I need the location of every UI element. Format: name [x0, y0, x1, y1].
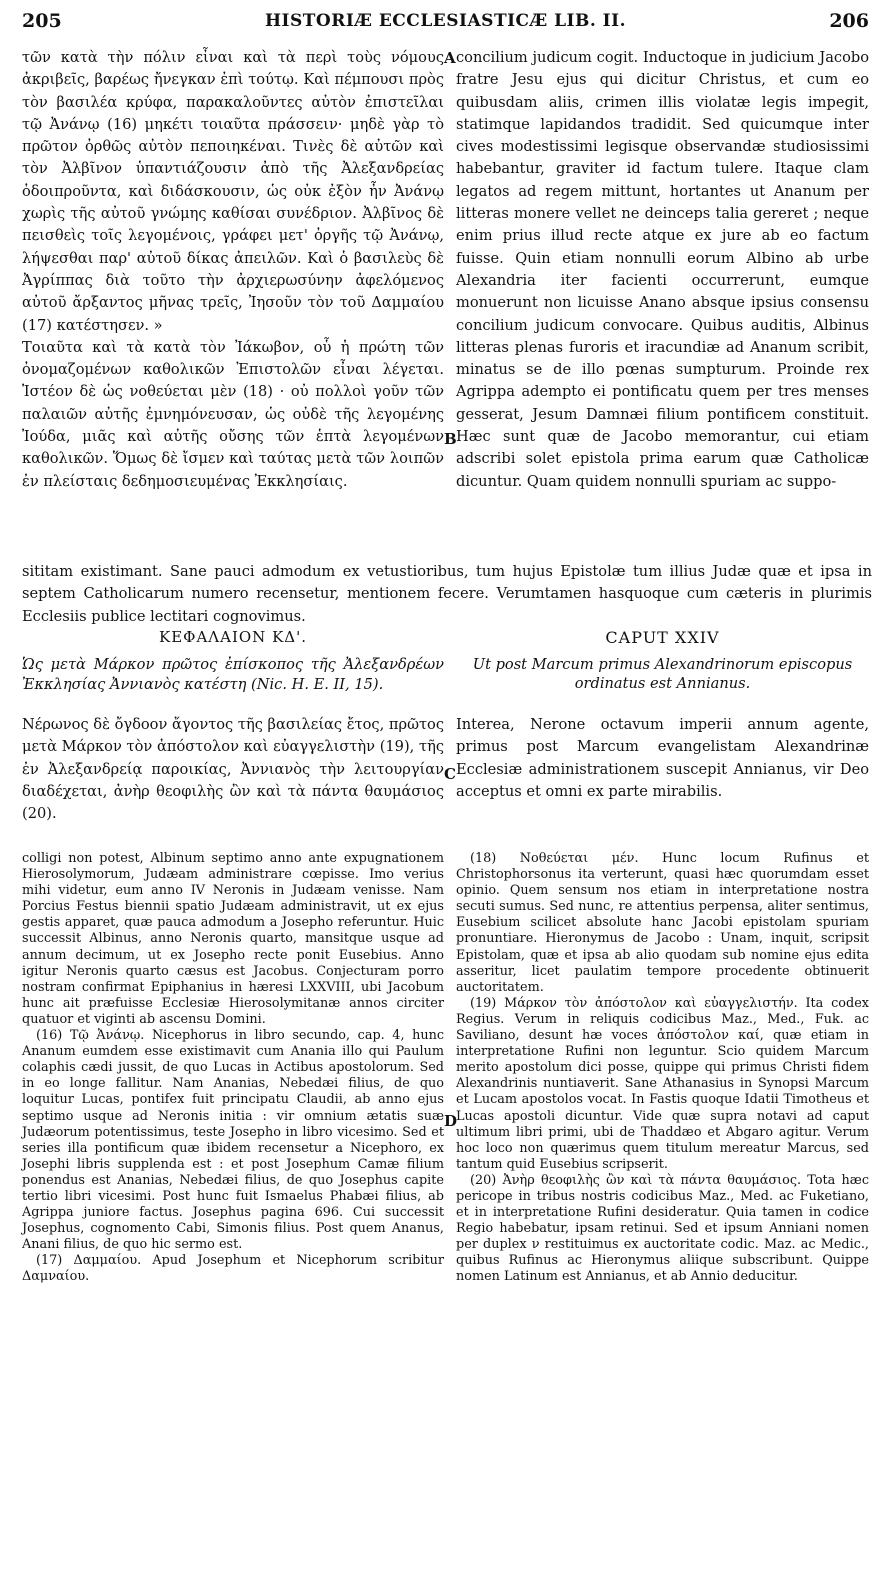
- footnote: (18) Νοθεύεται μέν. Hunc locum Rufinus et Christophorsonus ita verterunt, quasi hæc quorumdam esset opinio. Quem sensum nos etiam in interpretatione nostra secuti sumus. Sed nunc, re attentius perpensa, aliter sentimus, Eusebium scilicet absolute hanc Jacobi epistolam spuriam pronuntiare. Hieronymus de Jacobo : Unam, inquit, scripsit Epistolam, quæ et ipsa ab alio quodam sub nomine ejus edita asseritur, licet paulatim tempore procedente obtinuerit auctoritatem.: [456, 851, 869, 995]
- greek-chapter-body: Νέρωνος δὲ ὄγδοον ἄγοντος τῆς βασιλείας ἔτος, πρῶτος μετὰ Μάρκον τὸν ἀπόστολον καὶ εὐαγγελιστὴν (19), τῆς ἐν Ἀλεξανδρείᾳ παροικίας, Ἀννιανὸς τὴν λειτουργίαν διαδέχεται, ἀνὴρ θεοφιλὴς ὢν καὶ τὰ πάντα θαυμάσιος (20).: [22, 716, 444, 823]
- latin-chapter-body: Interea, Nerone octavum imperii annum agente, primus post Marcum evangelistam Alexandrinæ Ecclesiæ administrationem suscepit Annianus, vir Deo acceptus et omni ex parte mirabilis.: [456, 716, 869, 800]
- latin-text-column: [456, 47, 869, 493]
- footnote: (17) Δαμμαίου. Apud Josephum et Nicephorum scribitur Δαμναίου.: [22, 1253, 444, 1285]
- footnote: colligi non potest, Albinum septimo anno ante expugnationem Hierosolymorum, Judæam administrare cœpisse. Imo verius mihi videtur, eum anno IV Neronis in Judæam venisse. Nam Porcius Festus biennii spatio Judæam administravit, ut ex ejus gestis apparet, quæ pauca admodum a Josepho referuntur. Huic successit Albinus, anno Neronis quarto, mansitque usque ad annum decimum, ut ex Josepho recte ponit Eusebius. Anno igitur Neronis quarto cæsus est Jacobus. Conjecturam porro nostram confirmat Epiphanius in hæresi LXXVIII, ubi Jacobum hunc ait præfuisse Ecclesiæ Hierosolymitanæ annos circiter quatuor et viginti ab ascensu Domini.: [22, 851, 444, 1027]
- greek-paragraph: Τοιαῦτα καὶ τὰ κατὰ τὸν Ἰάκωβον, οὗ ἡ πρώτη τῶν ὀνομαζομένων καθολικῶν Ἐπιστολῶν εἶναι λέγεται. Ἰστέον δὲ ὡς νοθεύεται μὲν (18) · οὐ πολλοὶ γοῦν τῶν παλαιῶν αὐτῆς ἐμνημόνευσαν, ὡς οὐδὲ τῆς λεγομένης Ἰούδα, μιᾶς καὶ αὐτῆς οὔσης τῶν ἑπτὰ λεγομένων καθολικῶν. Ὅμως δὲ ἴσμεν καὶ ταύτας μετὰ τῶν λοιπῶν ἐν πλείσταις δεδημοσιευμένας Ἐκκλησίαις.: [22, 338, 444, 490]
- footnote: (20) Ἀνὴρ θεοφιλὴς ὢν καὶ τὰ πάντα θαυμάσιος. Tota hæc pericope in tribus nostris codicibus Maz., Med. ac Fuketiano, et in interpretatione Rufini desideratur. Quia tamen in codice Regio habebatur, ipsam retinui. Sed et ipsum Anniani nomen per duplex ν restituimus ex auctoritate codic. Maz. ac Medic., quibus Rufinus ac Hieronymus aliique subscribunt. Quippe nomen Latinum est Annianus, et ab Annio deducitur.: [456, 1172, 869, 1285]
- footnotes-left: [22, 851, 444, 1286]
- latin-continuation: sititam existimant. Sane pauci admodum ex vetustioribus, tum hujus Epistolæ tum illius Judæ quæ et ipsa in septem Catholicarum numero recensetur, mentionem fecere. Verumtamen hasquoque cum cæteris in plurimis Ecclesiis publice lectitari cognovimus.: [22, 563, 872, 625]
- footnote: (19) Μάρκον τὸν ἀπόστολον καὶ εὐαγγελιστήν. Ita codex Regius. Verum in reliquis codicibus Maz., Med., Fuk. ac Saviliano, desunt hæ voces ἀπόστολον καί, quæ etiam in interpretatione Rufini non leguntur. Scio quidem Marcum merito apostolum dici posse, quippe qui primus Christi fidem Alexandrinis nuntiaverit. Sane Athanasius in Synopsi Marcum et Lucam apostolos vocat. In Fastis quoque Idatii Timotheus et Lucas apostoli dicuntur. Vide quæ supra notavi ad caput ultimum libri primi, ubi de Thaddæo et Abgaro agitur. Verum hoc loco non quærimus quem titulum mereatur Marcus, sed tantum quid Eusebius scripserit.: [456, 995, 869, 1172]
- greek-paragraph: τῶν κατὰ τὴν πόλιν εἶναι καὶ τὰ περὶ τοὺς νόμους ἀκριβεῖς, βαρέως ἤνεγκαν ἐπὶ τούτῳ. Καὶ πέμπουσι πρὸς τὸν βασιλέα κρύφα, παρακαλοῦντες αὐτὸν ἐπιστεῖλαι τῷ Ἀνάνῳ (16) μηκέτι τοιαῦτα πράσσειν· μηδὲ γὰρ τὸ πρῶτον ὀρθῶς αὐτὸν πεποιηκέναι. Τινὲς δὲ αὐτῶν καὶ τὸν Ἀλβῖνον ὑπαντιάζουσιν ἀπὸ τῆς Ἀλεξανδρείας ὁδοιπροῦντα, καὶ διδάσκουσιν, ὡς οὐκ ἐξὸν ἦν Ἀνάνῳ χωρὶς τῆς αὐτοῦ γνώμης καθίσαι συνέδριον. Ἀλβῖνος δὲ πεισθεὶς τοῖς λεγομένοις, γράφει μετ' ὀργῆς τῷ Ἀνάνῳ, λήψεσθαι παρ' αὐτοῦ δίκας ἀπειλῶν. Καὶ ὁ βασιλεὺς δὲ Ἀγρίππας διὰ τοῦτο τὴν ἀρχιερωσύνην ἀφελόμενος αὐτοῦ ἄρξαντος μῆνας τρεῖς, Ἰησοῦν τὸν τοῦ Δαμμαίου (17) κατέστησεν. »: [22, 49, 444, 334]
- greek-chapter-subtitle: Ὡς μετὰ Μάρκον πρῶτος ἐπίσκοπος τῆς Ἀλεξανδρέων Ἐκκλησίας Ἀννιανὸς κατέστη (Nic. H. E. II, 15).: [22, 656, 444, 693]
- margin-letter-c: C: [444, 765, 456, 783]
- running-title: HISTORIÆ ECCLESIASTICÆ LIB. II.: [264, 11, 627, 31]
- greek-text-column: [22, 47, 444, 493]
- margin-letter-a: A: [444, 49, 456, 67]
- margin-letter-d: D: [444, 1112, 458, 1130]
- greek-chapter-title: ΚΕΦΑΛΑΙΟΝ ΚΔ'.: [159, 628, 307, 646]
- latin-paragraph: concilium judicum cogit. Inductoque in judicium Jacobo fratre Jesu ejus qui dicitur Christus, et cum eo quibusdam aliis, crimen illis violatæ legis impegit, statimque lapidandos tradidit. Sed quicumque inter cives modestissimi legisque observandæ studiosissimi habebantur, graviter id factum tulere. Itaque clam legatos ad regem mittunt, hortantes ut Ananum per litteras monere vellet ne deinceps talia gereret ; neque enim prius illud recte atque ex jure ab eo factum fuisse. Quin etiam nonnulli eorum Albino ab urbe Alexandria iter facienti occurrerunt, eumque monuerunt non licuisse Anano absque ipsius consensu concilium judicum convocare. Quibus auditis, Albinus litteras plenas furoris et iracundiæ ad Ananum scribit, minatus se de illo pœnas sumpturum. Proinde rex Agrippa adempto ei pontificatu quem per tres menses gesserat, Jesum Damnæi filium pontificem constituit. Hæc sunt quæ de Jacobo memorantur, cui etiam adscribi solet epistola prima earum quæ Catholicæ dicuntur. Quam quidem nonnulli spuriam ac suppo-: [456, 49, 869, 490]
- latin-chapter-subtitle: Ut post Marcum primus Alexandrinorum episcopus ordinatus est Annianus.: [472, 656, 853, 692]
- page-number-right: 206: [829, 10, 869, 32]
- page-number-left: 205: [22, 10, 62, 32]
- footnote: (16) Τῷ Ἀνάνῳ. Nicephorus in libro secundo, cap. 4, hunc Ananum eumdem esse existimavit cum Anania illo qui Paulum colaphis cædi jussit, de quo Lucas in Actibus apostolorum. Sed in eo longe fallitur. Nam Ananias, Nebedæi filius, de quo loquitur Lucas, pontifex fuit principatu Claudii, ab anno ejus septimo usque ad Neronis initia : vir omnium ætatis suæ Judæorum potentissimus, teste Josepho in libro vicesimo. Sed et series illa pontificum quæ ibidem recensetur a Nicephoro, ex Josephi libris supplenda est : et post Josephum Camæ filium ponendus est Ananias, Nebedæi filius, de quo Josephus capite tertio libri vicesimi. Post hunc fuit Ismaelus Phabæi filius, ab Agrippa juniore factus. Josephus pagina 696. Cui successit Josephus, cognomento Cabi, Simonis filius. Post quem Ananus, Anani filius, de quo hic sermo est.: [22, 1028, 444, 1253]
- margin-letter-b: B: [444, 430, 457, 448]
- page-header: [0, 10, 891, 40]
- footnotes-right: [456, 851, 869, 1286]
- latin-chapter-title: CAPUT XXIV: [605, 628, 720, 647]
